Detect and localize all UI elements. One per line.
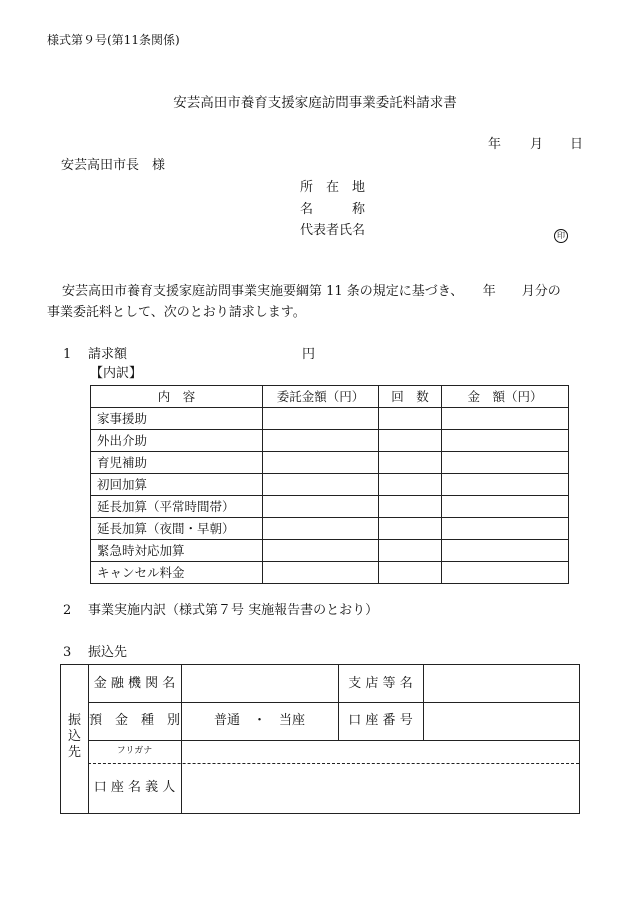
branch-field[interactable] [424,666,579,701]
row-label: 育児補助 [91,452,263,474]
row-label: 初回加算 [91,474,263,496]
amount-cell[interactable] [442,496,569,518]
account-holder-label: 口 座 名 義 人 [93,780,176,795]
section-3-label: 振込先 [88,645,128,660]
section-1-unit: 円 [302,347,316,362]
amount-cell[interactable] [442,474,569,496]
account-type-options[interactable]: 普通 ・ 当座 [213,713,305,728]
count-cell[interactable] [379,408,442,430]
bank-name-field[interactable] [182,666,337,701]
furigana-label: フリガナ [116,746,153,756]
row-label: 緊急時対応加算 [91,540,263,562]
unit-amount-cell[interactable] [263,408,379,430]
column-header: 金 額（円） [442,386,569,408]
document-title: 安芸高田市養育支援家庭訪問事業委託料請求書 [173,95,457,111]
unit-amount-cell[interactable] [263,562,379,584]
furigana-field[interactable] [182,741,578,762]
bank-side-label-char: 先 [67,745,81,760]
table-row [91,408,569,430]
form-number: 様式第９号(第11条関係) [47,33,180,47]
seal-icon: 印 [554,229,568,243]
row-label: 外出介助 [91,430,263,452]
amount-cell[interactable] [442,562,569,584]
count-cell[interactable] [379,562,442,584]
amount-cell[interactable] [442,518,569,540]
unit-amount-cell[interactable] [263,430,379,452]
date-day-label: 日 [570,137,584,152]
bank-side-label [61,713,88,761]
body-text-line-1: 安芸高田市養育支援家庭訪問事業実施要綱第 11 条の規定に基づき、 年 月分の [62,284,561,299]
addressee: 安芸高田市長 様 [61,158,166,173]
table-row [91,562,569,584]
table-row [91,496,569,518]
amount-cell[interactable] [442,452,569,474]
branch-label: 支 店 等 名 [348,676,413,691]
amount-cell[interactable] [442,540,569,562]
count-cell[interactable] [379,474,442,496]
applicant-representative-label: 代表者氏名 [300,223,366,238]
breakdown-label: 【内訳】 [90,366,143,381]
column-header: 回 数 [379,386,442,408]
account-type-label: 預 金 種 別 [88,713,180,728]
date-year-label: 年 [488,137,502,152]
breakdown-table [90,385,569,584]
bank-transfer-table [60,664,580,814]
table-row [91,518,569,540]
amount-cell[interactable] [442,430,569,452]
unit-amount-cell[interactable] [263,496,379,518]
count-cell[interactable] [379,496,442,518]
amount-cell[interactable] [442,408,569,430]
unit-amount-cell[interactable] [263,540,379,562]
bank-side-label-char: 込 [67,729,81,744]
bank-side-label-char: 振 [67,713,81,728]
date-month-label: 月 [530,137,544,152]
count-cell[interactable] [379,540,442,562]
count-cell[interactable] [379,430,442,452]
table-row [91,430,569,452]
unit-amount-cell[interactable] [263,452,379,474]
breakdown-header-row [91,386,569,408]
account-number-label: 口 座 番 号 [348,713,413,728]
unit-amount-cell[interactable] [263,474,379,496]
row-label: 家事援助 [91,408,263,430]
body-text-line-2: 事業委託料として、次のとおり請求します。 [47,305,306,320]
unit-amount-cell[interactable] [263,518,379,540]
column-header: 内 容 [91,386,263,408]
bank-name-label: 金 融 機 関 名 [93,676,176,691]
column-header: 委託金額（円） [263,386,379,408]
count-cell[interactable] [379,452,442,474]
section-3-number: 3 [63,645,72,660]
section-2-text: 事業実施内訳（様式第７号 実施報告書のとおり） [88,603,379,618]
section-2-number: 2 [63,603,72,618]
table-row [91,452,569,474]
table-row [91,474,569,496]
seal-mark [554,223,568,243]
section-1-label: 請求額 [88,347,128,362]
row-label: 延長加算（平常時間帯） [91,496,263,518]
applicant-address-label: 所 在 地 [300,180,366,195]
section-1-number: 1 [63,347,72,362]
account-number-field[interactable] [424,703,579,739]
count-cell[interactable] [379,518,442,540]
row-label: キャンセル料金 [91,562,263,584]
row-label: 延長加算（夜間・早朝） [91,518,263,540]
account-holder-field[interactable] [182,764,578,812]
table-row [91,540,569,562]
applicant-name-label: 名 称 [300,202,366,217]
